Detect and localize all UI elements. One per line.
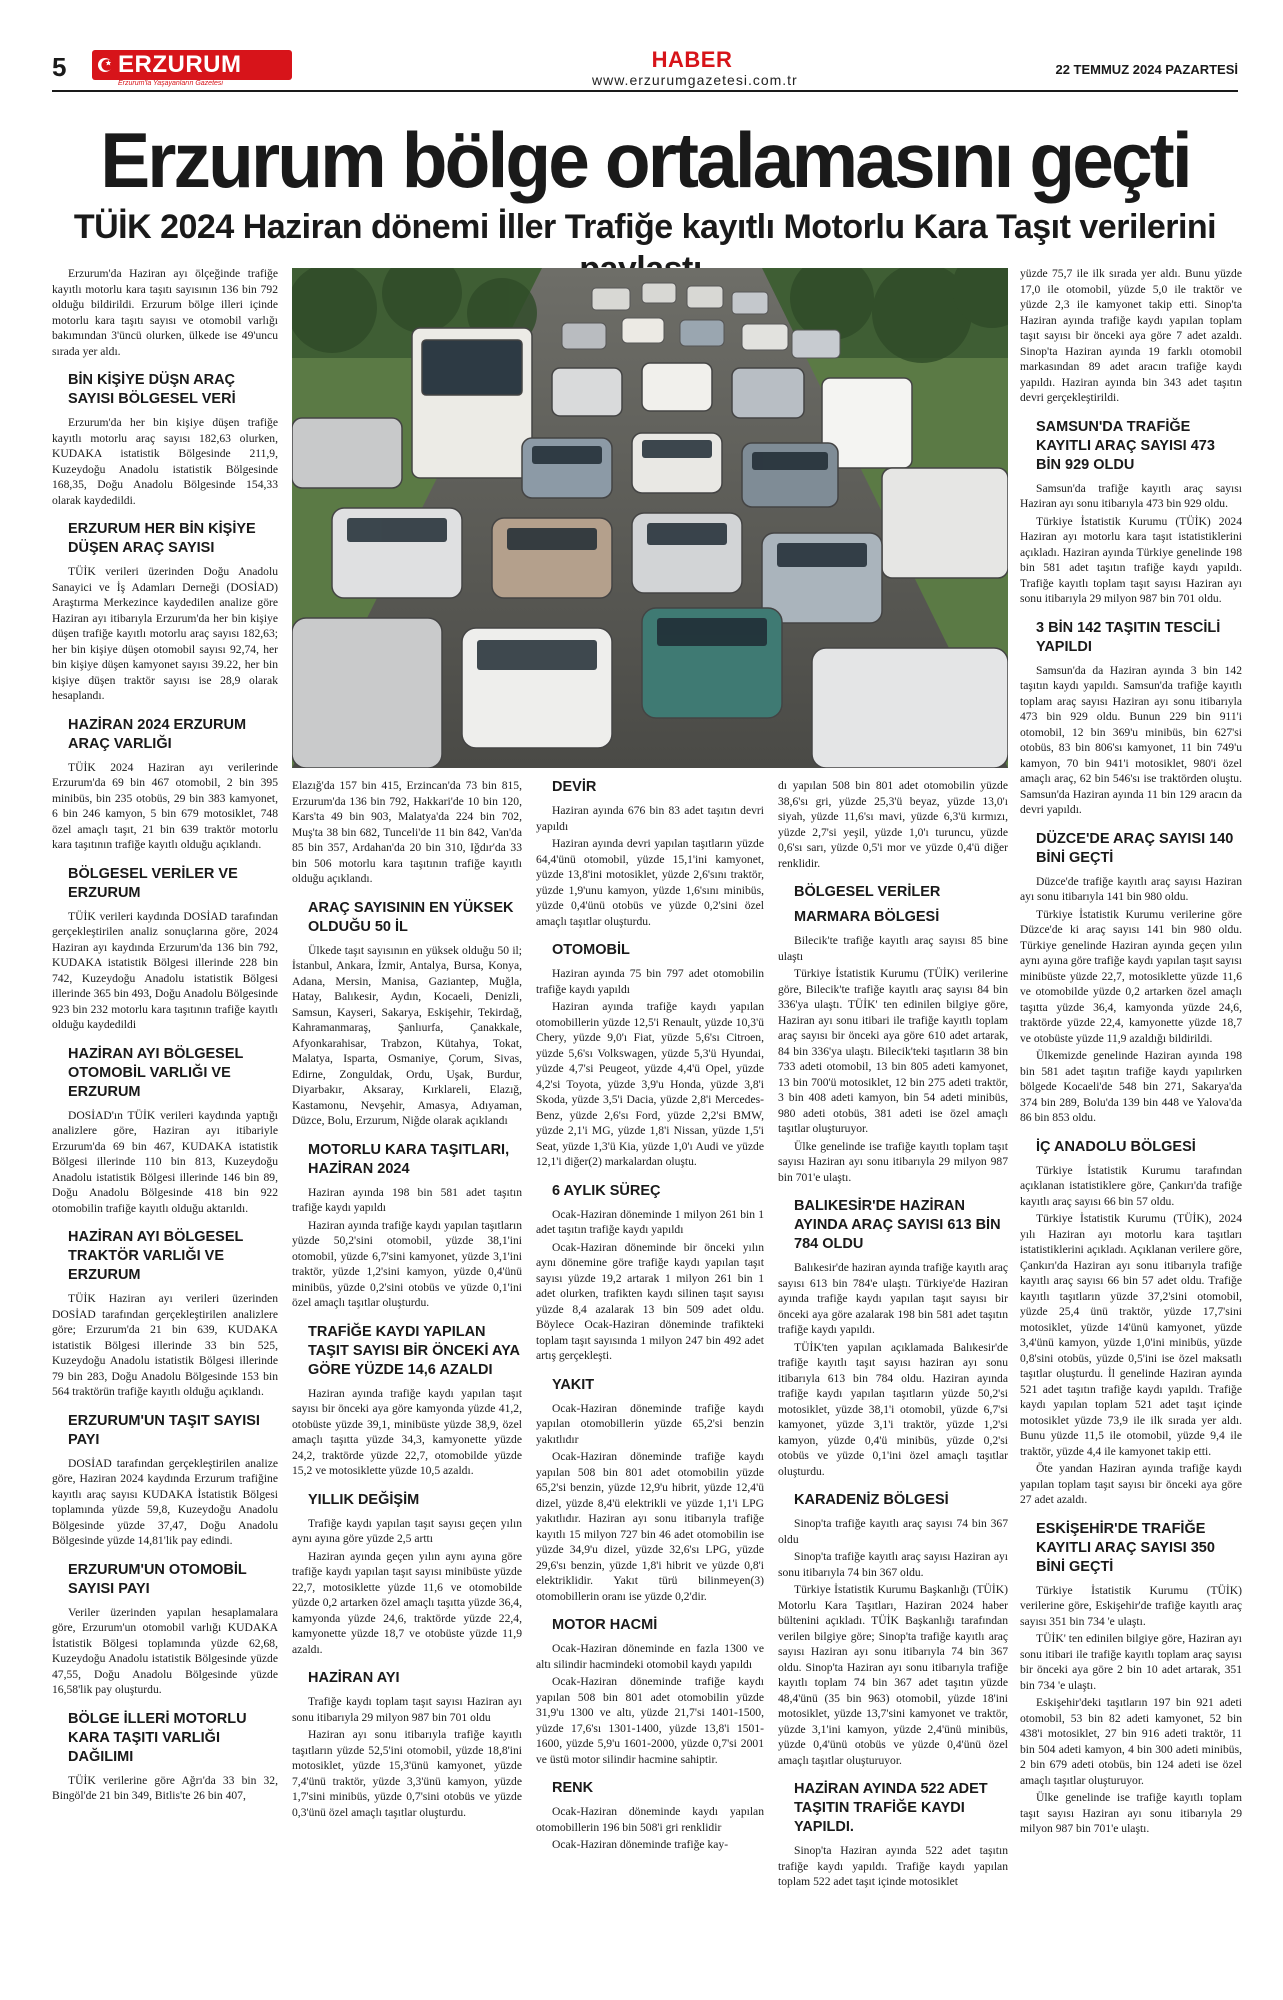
paragraph: TÜİK verileri üzerinden Doğu Anadolu Sanayici ve İş Adamları Derneği (DOSİAD) Araştırma Merkezince kaydedilen analize göre Haziran ayı itibarıyla Erzurum'da her bin kişiye düşen trafiğe kayıtlı motorlu araç sayısı 182,63; her bin kişiye düşen otomobil sayısı 92,74, her bin kişiye düşen kamyonet sayısı 39.22, her bin kişiye düşen traktör sayısı ise 28,9 olarak hesaplandı. <box>52 565 278 702</box>
paragraph: dı yapılan 508 bin 801 adet otomobilin yüzde 38,6'sı gri, yüzde 25,3'ü beyaz, yüzde 13,0'ı siyah, yüzde 11,6'sı mavi, yüzde 6,3'ü kırmızı, yüzde 2,7'si yeşil, yüzde 1,0'ı turuncu, yüzde 0,6'sı sarı, yüzde 0,5'i mor ve yüzde 0,4'ü diğer renklidir. <box>778 779 1008 870</box>
paragraph: Haziran ayında trafiğe kaydı yapılan otomobillerin yüzde 12,5'i Renault, yüzde 10,3'ü Chery, yüzde 9,0'ı Fiat, yüzde 5,6'sı Citroen, yüzde 5,6'sı Volkswagen, yüzde 5,3'ü Hyundai, yüzde 4,7'si Peugeot, yüzde 4,4'ü Opel, yüzde 4,2'si Toyota, yüzde 3,9'u Honda, yüzde 3,8'i Skoda, yüzde 3,5'i Dacia, yüzde 2,8'i Mercedes-Benz, yüzde 2,6'sı Ford, yüzde 2,2'si BMW, yüzde 2,1'i MG, yüzde 1,8'i Nissan, yüzde 1,5'i Seat, yüzde 1,3'ü Kia, yüzde 1,0'ı Audi ve yüzde 12,1'i diğer(2) markalardan oluştu. <box>536 1000 764 1168</box>
paragraph: Ocak-Haziran döneminde trafiğe kaydı yapılan otomobillerin yüzde 65,2'si benzin yakıtlıdır <box>536 1401 764 1446</box>
article-column-1 <box>52 266 278 1966</box>
section-heading: İÇ ANADOLU BÖLGESİ <box>1036 1138 1196 1155</box>
headline: Erzurum bölge ortalamasını geçti <box>100 116 1190 204</box>
paragraph: Ülkede taşıt sayısının en yüksek olduğu 50 il; İstanbul, Ankara, İzmir, Antalya, Bursa, Konya, Adana, Mersin, Manisa, Gaziantep, Muğla, Hatay, Balıkesir, Aydın, Kocaeli, Denizli, Samsun, Kayseri, Sakarya, Eskişehir, Tekirdağ, Kahramanmaraş, Şanlıurfa, Çanakkale, Afyonkarahisar, Trabzon, Kütahya, Tokat, Malatya, Isparta, Osmaniye, Çorum, Sivas, Edirne, Zonguldak, Ordu, Uşak, Burdur, Diyarbakır, Aksaray, Kırklareli, Elazığ, Kastamonu, Nevşehir, Amasya, Adıyaman, Düzce, Bolu, Erzurum, Niğde olarak açıklandı <box>292 943 522 1127</box>
paragraph: TÜİK verileri kaydında DOSİAD tarafından gerçekleştirilen analiz sonuçlarına göre, 2024 Haziran ayı kaydında Erzurum'da 136 bin 792, KUDAKA istatistik Bölgesi illerinde 228 bin 742, Kuzeydoğu Anadolu istatistik Bölgesi illerinde 365 bin 493, Doğu Anadolu Bölgesinde 923 bin 232 motorlu kara taşıtının trafiğe kayıtlı olduğu kaydedildi <box>52 909 278 1031</box>
section-heading: YILLIK DEĞİŞİM <box>308 1491 420 1508</box>
paragraph: Haziran ayında 198 bin 581 adet taşıtın trafiğe kaydı yapıldı <box>292 1185 522 1214</box>
paragraph: Türkiye İstatistik Kurumu verilerine göre Düzce'de ki araç sayısı 141 bin 980 oldu. Türkiye genelinde Haziran ayında geçen yılın aynı ayına göre trafiğe kaydı yapılan taşıt sayısı minibüste yüzde 22,7, motosiklette yüzde 11,6 ve otomobilde yüzde 0,2 artarken özel amaçlı taşıtta yüzde 36,4, kamyonda yüzde 24,6, traktörde yüzde 22,4, kamyonette yüzde 18,7 ve otobüste yüzde 11,9 azaldığı bildirildi. <box>1020 907 1242 1045</box>
paragraph: Ocak-Haziran döneminde 1 milyon 261 bin 1 adet taşıtın trafiğe kaydı yapıldı <box>536 1207 764 1236</box>
paragraph: Ocak-Haziran döneminde trafiğe kay- <box>552 1838 729 1851</box>
paragraph: Elazığ'da 157 bin 415, Erzincan'da 73 bin 815, Erzurum'da 136 bin 792, Hakkari'de 10 bin 120, Kars'ta 49 bin 903, Malatya'da 224 bin 702, Muş'ta 38 bin 682, Tunceli'de 11 bin 842, Van'da 85 bin 357, Ardahan'da 20 bin 310, Iğdır'da 33 bin 506 motorlu kara taşıtının trafiğe kayıtlı olduğu açıklandı. <box>292 779 522 885</box>
paragraph: Haziran ayında trafiğe kaydı yapılan taşıtların yüzde 50,2'sini otomobil, yüzde 38,1'ini otomobil, yüzde 6,7'sini kamyonet, yüzde 3,1'ini traktör, yüzde 1,2'sini kamyon, yüzde 0,4'ünü minibüs, yüzde 0,2'sini otobüs ve yüzde 0,1'ini özel amaçlı taşıtlar oluşturdu. <box>292 1218 522 1309</box>
section-heading: HAZİRAN AYINDA 522 ADET TAŞITIN TRAFİĞE KAYDI YAPILDI. <box>794 1781 988 1835</box>
section-heading: ERZURUM'UN OTOMOBİL SAYISI PAYI <box>68 1561 247 1597</box>
paragraph: Sinop'ta Haziran ayında 522 adet taşıtın trafiğe kaydı yapıldı. Trafiğe kaydı yapılan toplam 522 adet taşıt içinde motosiklet <box>778 1844 1008 1888</box>
section-heading: HAZİRAN 2024 ERZURUM ARAÇ VARLIĞI <box>68 716 247 752</box>
paragraph: Ülkemizde genelinde Haziran ayında 198 bin 581 adet taşıtın trafiğe kaydı yapılırken bölgede Kocaeli'de 548 bin 271, Sakarya'da 374 bin 289, Bolu'da 139 bin 448 ve Yalova'da 86 bin 853 oldu. <box>1020 1049 1242 1124</box>
paragraph: Veriler üzerinden yapılan hesaplamalara göre, Erzurum'un otomobil varlığı KUDAKA İstatistik Bölgesi toplamında yüzde 62,68, Kuzeydoğu Anadolu istatistik Bölgesinde yüzde 47,55, Doğu Anadolu Bölgesinde yüzde 16,58'lik pay oluşturdu. <box>52 1605 278 1696</box>
paragraph: Haziran ayında 676 bin 83 adet taşıtın devri yapıldı <box>536 804 764 833</box>
paragraph: Samsun'da da Haziran ayında 3 bin 142 taşıtın kaydı yapıldı. Samsun'da trafiğe kayıtlı toplam araç sayısı Haziran ayı sonu itibarıyla 473 bin 929 oldu. Bunun 229 bin 911'i otomobil, 12 bin 369'u minibüs, bin 627'si otobüs, 83 bin 806'sı kamyonet, 11 bin 749'u kamyon, 70 bin 941'i motosiklet, 980'i özel amaçlı araç, 62 bin 546'sı ise traktörden oluştu. Samsun'da Haziran ayında 11 bin 129 aracın da devri yapıldı. <box>1020 663 1242 816</box>
logo-text: ERZURUM <box>118 51 242 78</box>
section-heading: ERZURUM'UN TAŞIT SAYISI PAYI <box>68 1412 260 1448</box>
paragraph: Trafiğe kaydı yapılan taşıt sayısı geçen yılın aynı ayına göre yüzde 2,5 arttı <box>292 1516 522 1545</box>
section-heading: DÜZCE'DE ARAÇ SAYISI 140 BİNİ GEÇTİ <box>1036 830 1234 866</box>
paragraph: DOSİAD'ın TÜİK verileri kaydında yaptığı analizlere göre, Haziran ayı itibariyle Erzurum'da 69 bin 467, KUDAKA istatistik Bölgesi illerinde 110 bin 813, Kuzeydoğu Anadolu istatistik Bölgesi illerinde 146 bin 89, Doğu Anadolu Bölgesinde 418 bin 922 otomobilin trafiğe kayıtlı olduğu aktarıldı. <box>52 1108 278 1215</box>
section-heading: 6 AYLIK SÜREÇ <box>552 1182 661 1199</box>
newspaper-logo[interactable] <box>92 50 292 88</box>
paragraph: Eskişehir'deki taşıtların 197 bin 921 adeti otomobil, 53 bin 82 adeti kamyonet, 52 bin 438'i motosiklet, 27 bin 916 adeti traktör, 11 bin 504 adeti kamyon, 4 bin 300 adeti minibüs, 2 bin 679 adeti otobüs, bin 124 adeti ise özel amaçlı taşıtlar oluşturuyor. <box>1020 1696 1242 1787</box>
section-heading: ESKİŞEHİR'DE TRAFİĞE KAYITLI ARAÇ SAYISI 350 BİNİ GEÇTİ <box>1036 1520 1215 1575</box>
website-link[interactable]: www.erzurumgazetesi.com.tr <box>592 72 798 88</box>
section-label <box>592 47 798 88</box>
section-heading: YAKIT <box>552 1376 595 1393</box>
section-heading: HAZİRAN AYI BÖLGESEL OTOMOBİL VARLIĞI VE ERZURUM <box>68 1045 244 1100</box>
paragraph: Türkiye İstatistik Kurumu (TÜİK), 2024 yılı Haziran ayı motorlu kara taşıtları istatistiklerini açıkladı. Açıklanan verilere göre, Çankırı'da Haziran ayı sonu itibarıyla trafiğe kayıtlı araç sayısı 66 bin 57 adet oldu. Trafiğe kayıtlı taşıtların yüzde 37,2'sini otomobil, yüzde 25,4 ünü traktör, yüzde 17,7'sini motosiklet, yüzde 14'ünü kamyonet, yüzde 3,4'ünü kamyon, yüzde 1,0'ini minibüs, yüzde 0,8'sini otobüs, yüzde 0,5'ini ise özel maksatlı taşıtlar oluşturdu. İl genelinde Haziran ayında 521 adet taşıtın trafiğe kaydı yapıldı. Trafiğe kaydı yapılan toplam 521 adet taşıt içinde motosiklet yüzde 73,9 ile ilk sırada yer aldı. Bunu yüzde 11,5 ile otomobil, yüzde 9,4 ile traktör, yüzde 4,4 ile kamyonet takip etti. <box>1020 1212 1242 1458</box>
paragraph: TÜİK 2024 Haziran ayı verilerinde Erzurum'da 69 bin 467 otomobil, 2 bin 395 minibüs, bin 235 otobüs, 29 bin 383 kamyonet, 6 bin 246 kamyon, 5 bin 679 motosiklet, 748 özel amaçlı taşıt, 21 bin 639 traktör motorlu kara taşıtının trafiğe kayıtlı olduğu açıklandı. <box>52 760 278 851</box>
section-heading: BİN KİŞİYE DÜŞN ARAÇ SAYISI BÖLGESEL VERİ <box>68 372 236 407</box>
paragraph: Bilecik'te trafiğe kayıtlı araç sayısı 85 bine ulaştı <box>778 934 1008 963</box>
paragraph: Trafiğe kaydı toplam taşıt sayısı Haziran ayı sonu itibarıyla 29 milyon 987 bin 701 oldu <box>292 1695 522 1724</box>
section-heading: MARMARA BÖLGESİ <box>794 909 940 925</box>
paragraph: Haziran ayı sonu itibarıyla trafiğe kayıtlı taşıtların yüzde 52,5'ini otomobil, yüzde 18,8'ini motosiklet, yüzde 15,3'ünü kamyonet, yüzde 7,4'ünü traktör, yüzde 3,3'ünü kamyon, yüzde 1,7'sini minibüs, yüzde 0,7'sini otobüs ve yüzde 0,3'ünü özel amaçlı taşıtlar oluşturdu. <box>292 1728 522 1819</box>
section-heading: MOTOR HACMİ <box>552 1617 658 1633</box>
section-heading: DEVİR <box>552 779 597 795</box>
paragraph: Ocak-Haziran döneminde en fazla 1300 ve altı silindir hacmindeki otomobil kaydı yapıldı <box>536 1642 764 1671</box>
section-heading: ERZURUM HER BİN KİŞİYE DÜŞEN ARAÇ SAYISI <box>68 521 256 556</box>
paragraph: TÜİK Haziran ayı verileri üzerinden DOSİAD tarafından gerçekleştirilen analizlere göre; Erzurum'da 21 bin 639, KUDAKA istatistik Bölgesi illerinde 33 bin 525, Kuzeydoğu Anadolu istatistik Bölgesi illerinde 79 bin 283, Doğu Anadolu Bölgesinde 153 bin 564 traktörün trafiğe kayıtlı olduğu açıklandı. <box>52 1292 278 1398</box>
section-heading: BÖLGE İLLERİ MOTORLU KARA TAŞITI VARLIĞI DAĞILIMI <box>68 1710 247 1765</box>
section-heading: HAZİRAN AYI <box>308 1670 400 1686</box>
section-title: HABER <box>651 47 733 72</box>
paragraph: Türkiye İstatistik Kurumu (TÜİK) verilerine göre, Bilecik'te trafiğe kayıtlı araç sayısı 84 bin 336'ya ulaştı. TÜİK' ten edinilen bilgiye göre, Haziran ayı sonu itibari ile trafiğe kayıtlı toplam araç sayısı bir önceki aya göre 610 adet artarak, 84 bin 336'ya ulaştı. Bilecik'teki taşıtların 38 bin 733 adeti otomobil, 13 bin 805 adeti kamyonet, 13 bin 700'ü motosiklet, 12 bin 275 adeti traktör, 3 bin 408 adeti kamyon, bin 54 adeti minibüs, 980 adeti otobüs, 381 adeti ise özel amaçlı taşıtlar oluşturuyor. <box>778 967 1008 1135</box>
paragraph: Türkiye İstatistik Kurumu Başkanlığı (TÜİK) Motorlu Kara Taşıtları, Haziran 2024 haber bültenini açıkladı. TÜİK Başkanlığı tarafından verilen bilgiye göre; Sinop'ta trafiğe kayıtlı araç sayısı Haziran ayı sonu itibarıyla 74 bin 367 oldu. Sinop'ta Haziran ayı sonu itibarıyla trafiğe kayıtlı toplam 74 bin 367 adet taşıtın yüzde 48,4'ünü (35 bin 963) otomobil, yüzde 18'ini motosiklet, yüzde 13,7'sini kamyonet ve traktör, yüzde 3,1'ini kamyon, yüzde 2,4'ünü minibüs, yüzde 0,4'ünü otobüs ve yüzde 0,4'ünü özel amaçlı taşıtlar oluşturuyor. <box>778 1583 1008 1767</box>
section-heading: OTOMOBİL <box>552 942 630 958</box>
paragraph: TÜİK'ten yapılan açıklamada Balıkesir'de trafiğe kayıtlı taşıt sayısı haziran ayı sonu itibarıyla 613 bin 784 oldu. Haziran ayında trafiğe kaydı yapılan taşıtların yüzde 50,2'si motosiklet, yüzde 38,1'i otomobil, yüzde 6,7'si kamyonet, yüzde 3,1'i traktör, yüzde 1,2'si kamyon, yüzde 0,4'ü minibüs, yüzde 0,2'si otobüs ve yüzde 0,1'ini özel amaçlı taşıtlar oluşturdu. <box>778 1340 1008 1478</box>
paragraph: Ülke genelinde ise trafiğe kayıtlı toplam taşıt sayısı Haziran ayı sonu itibarıyla 29 milyon 987 bin 701'e ulaştı. <box>1020 1791 1242 1835</box>
paragraph: Ocak-Haziran döneminde trafiğe kaydı yapılan 508 bin 801 adet otomobilin yüzde 31,9'u 1300 ve altı, yüzde 21,7'si 1401-1500, yüzde 17,6'sı 1301-1400, yüzde 13,8'i 1501-1600, yüzde 5,9'u 1601-2000, yüzde 0,7'si 2001 ve üstü motor silindir hacmine sahiptir. <box>536 1675 764 1766</box>
paragraph: TÜİK verilerine göre Ağrı'da 33 bin 32, Bingöl'de 21 bin 349, Bitlis'te 26 bin 407, <box>52 1773 278 1802</box>
page-number: 5 <box>52 52 67 82</box>
section-heading: SAMSUN'DA TRAFİĞE KAYITLI ARAÇ SAYISI 473 BİN 929 OLDU <box>1036 418 1215 473</box>
paragraph: TÜİK' ten edinilen bilgiye göre, Haziran ayı sonu itibari ile trafiğe kayıtlı toplam araç sayısı bir önceki aya göre 2 bin 10 adet artarak, 351 bin 734 'e ulaştı. <box>1020 1632 1242 1692</box>
paragraph: Ocak-Haziran döneminde bir önceki yılın aynı dönemine göre trafiğe kaydı yapılan taşıt sayısı yüzde 19,2 artarak 1 milyon 261 bin 1 adet olurken, trafikten kaydı silinen taşıt sayısı yüzde 8,4 azalarak 13 bin 509 adet oldu. Böylece Ocak-Haziran döneminde trafikteki toplam taşıt sayısında 1 milyon 247 bin 492 adet artış gerçekleşti. <box>536 1240 764 1362</box>
issue-date: 22 TEMMUZ 2024 PAZARTESİ <box>1055 62 1238 77</box>
paragraph: Samsun'da trafiğe kayıtlı araç sayısı Haziran ayı sonu itibarıyla 473 bin 929 oldu. <box>1020 481 1242 510</box>
section-heading: 3 BİN 142 TAŞITIN TESCİLİ YAPILDI <box>1036 619 1221 655</box>
article-column-3 <box>536 778 764 1968</box>
paragraph: Ocak-Haziran döneminde kaydı yapılan otomobillerin 196 bin 508'i gri renklidir <box>536 1805 764 1834</box>
paragraph: Düzce'de trafiğe kayıtlı araç sayısı Haziran ayı sonu itibarıyla 141 bin 980 oldu. <box>1020 874 1242 903</box>
section-heading: BÖLGESEL VERİLER VE ERZURUM <box>68 865 238 901</box>
section-heading: MOTORLU KARA TAŞITLARI, HAZİRAN 2024 <box>308 1141 510 1177</box>
paragraph: Erzurum'da her bin kişiye düşen trafiğe kayıtlı motorlu araç sayısı 182,63 olurken, KUDAKA istatistik Bölgesinde 211,9, Kuzeydoğu Anadolu istatistik Bölgesinde 168,35, Doğu Anadolu Bölgesinde 154,33 olarak kaydedildi. <box>52 416 278 507</box>
logo-slogan: Erzurum'la Yaşayanların Gazetesi <box>118 80 223 87</box>
traffic-photo <box>292 268 1008 768</box>
paragraph: Türkiye İstatistik Kurumu tarafından açıklanan istatistiklere göre, Çankırı'da trafiğe kayıtlı araç sayısı 66 bin 57 oldu. <box>1020 1163 1242 1208</box>
paragraph: Türkiye İstatistik Kurumu (TÜİK) 2024 Haziran ayı motorlu kara taşıt istatistiklerini açıkladı. Haziran ayında Türkiye genelinde 198 bin 581 adet taşıtın trafiğe kaydı yapıldı. Trafiğe kayıtlı toplam taşıt sayısı Haziran ayı sonu itibarıyla 29 milyon 987 bin 701 oldu. <box>1020 514 1242 605</box>
crescent-star-icon <box>96 55 116 75</box>
section-heading: TRAFİĞE KAYDI YAPILAN TAŞIT SAYISI BİR ÖNCEKİ AYA GÖRE YÜZDE 14,6 AZALDI <box>308 1323 520 1378</box>
paragraph: Haziran ayında geçen yılın aynı ayına göre trafiğe kaydı yapılan taşıt sayısı minibüste yüzde 22,7, motosiklette yüzde 11,6 ve otomobilde yüzde 0,2 artarken özel amaçlı taşıtta yüzde 36,4, kamyonda yüzde 24,6, traktörde yüzde 22,4, kamyonette yüzde 18,7 ve otobüste yüzde 11,9 azaldı. <box>292 1549 522 1656</box>
paragraph: DOSİAD tarafından gerçekleştirilen analize göre, Haziran 2024 kaydında Erzurum trafiğine kayıtlı araç sayısı KUDAKA İstatistik Bölgesi toplamında yüzde 59,8, Kuzeydoğu Anadolu Bölgesinde yüzde 37,47, Doğu Anadolu Bölgesinde yüzde 14,81'lik pay edindi. <box>52 1456 278 1547</box>
paragraph: Haziran ayında trafiğe kaydı yapılan taşıt sayısı bir önceki aya göre kamyonda yüzde 41,2, otobüste yüzde 39,1, minibüste yüzde 38,9, özel amaçlı taşıtta yüzde 34,3, kamyonette yüzde 24,2, traktörde yüzde 22,7, otomobilde yüzde 15,2 ve motosiklette yüzde 10,5 azaldı. <box>292 1386 522 1477</box>
paragraph: Haziran ayında devri yapılan taşıtların yüzde 64,4'ünü otomobil, yüzde 15,1'ini kamyonet, yüzde 13,8'ini motosiklet, yüzde 2,6'sını traktör, yüzde 1,9'unu kamyon, yüzde 1,6'sını minibüs, yüzde 0,4'ünü otobüs ve yüzde 0,2'sini özel amaçlı taşıtlar oluşturdu. <box>536 837 764 928</box>
article-column-5 <box>1020 266 1242 1966</box>
paragraph: Öte yandan Haziran ayında trafiğe kaydı yapılan toplam taşıt sayısı bir önceki aya göre 27 adet azaldı. <box>1020 1462 1242 1506</box>
paragraph: yüzde 75,7 ile ilk sırada yer aldı. Bunu yüzde 17,0 ile otomobil, yüzde 5,0 ile traktör ve yüzde 2,3 ile kamyonet takip etti. Sinop'ta Haziran ayında trafiğe kaydı yapılan toplam taşıt sayısı bir önceki aya göre 7 adet azaldı. Sinop'ta Haziran ayında 19 farklı otomobil markasından 89 adet aracın trafiğe kaydı yapıldı. Haziran ayında bin 343 adet taşıtın devri gerçekleştirildi. <box>1020 267 1242 404</box>
section-heading: ARAÇ SAYISININ EN YÜKSEK OLDUĞU 50 İL <box>308 899 514 935</box>
paragraph: Sinop'ta trafiğe kayıtlı araç sayısı Haziran ayı sonu itibarıyla 74 bin 367 oldu. <box>778 1550 1008 1579</box>
paragraph: Ülke genelinde ise trafiğe kayıtlı toplam taşıt sayısı Haziran ayı sonu itibarıyla 29 milyon 987 bin 701'e ulaştı. <box>778 1139 1008 1184</box>
subheadline: TÜİK 2024 Haziran dönemi İller Trafiğe kayıtlı Motorlu Kara Taşıt verilerini <box>73 208 1217 246</box>
section-heading: HAZİRAN AYI BÖLGESEL TRAKTÖR VARLIĞI VE ERZURUM <box>68 1229 244 1283</box>
section-heading: RENK <box>552 1780 594 1796</box>
paragraph: Haziran ayında 75 bin 797 adet otomobilin trafiğe kaydı yapıldı <box>536 967 764 996</box>
paragraph: Balıkesir'de haziran ayında trafiğe kayıtlı araç sayısı 613 bin 784'e ulaştı. Türkiye'de Haziran ayında trafiğe kaydı yapılan taşıt sayısı bir önceki aya göre azalarak 198 bin 581 adet taşıtın trafiğe kaydı yapıldı. <box>778 1261 1008 1336</box>
section-heading: KARADENİZ BÖLGESİ <box>794 1492 949 1508</box>
paragraph: Ocak-Haziran döneminde trafiğe kaydı yapılan 508 bin 801 adet otomobilin yüzde 65,2'si benzin, yüzde 12,9'u hibrit, yüzde 12,4'ü dizel, yüzde 8,4'ü elektrikli ve yüzde 1,1'i LPG yakıtlıdır. Haziran ayı sonu itibarıyla trafiğe kayıtlı 15 milyon 727 bin 46 adet otomobilin ise yüzde 34,9'u dizel, yüzde 32,6'sı LPG, yüzde 29,6'sı benzin, yüzde 1,8'i hibrit ve yüzde 0,8'i elektriklidir. Yakıt türü bilinmeyen(3) otomobillerin oranı ise yüzde 0,2'dir. <box>536 1450 764 1603</box>
article-column-2 <box>292 778 522 1968</box>
section-heading: BALIKESİR'DE HAZİRAN AYINDA ARAÇ SAYISI 613 BİN 784 OLDU <box>794 1198 1001 1252</box>
paragraph: Erzurum'da Haziran ayı ölçeğinde trafiğe kayıtlı motorlu kara taşıtı sayısının 136 bin 792 olduğu bildirildi. Erzurum bölge illeri içinde motorlu kara taşıtı sayısı ve otomobil varlığı bakımından 3'üncü olurken, ülkede ise 49'uncu sırada yer aldı. <box>52 267 278 358</box>
article-column-4 <box>778 778 1008 1968</box>
section-heading: BÖLGESEL VERİLER <box>794 884 941 900</box>
paragraph: Türkiye İstatistik Kurumu (TÜİK) verilerine göre, Eskişehir'de trafiğe kayıtlı araç sayısı 351 bin 734 'e ulaştı. <box>1020 1583 1242 1628</box>
page-header <box>52 48 1238 92</box>
paragraph: Sinop'ta trafiğe kayıtlı araç sayısı 74 bin 367 oldu <box>778 1517 1008 1546</box>
